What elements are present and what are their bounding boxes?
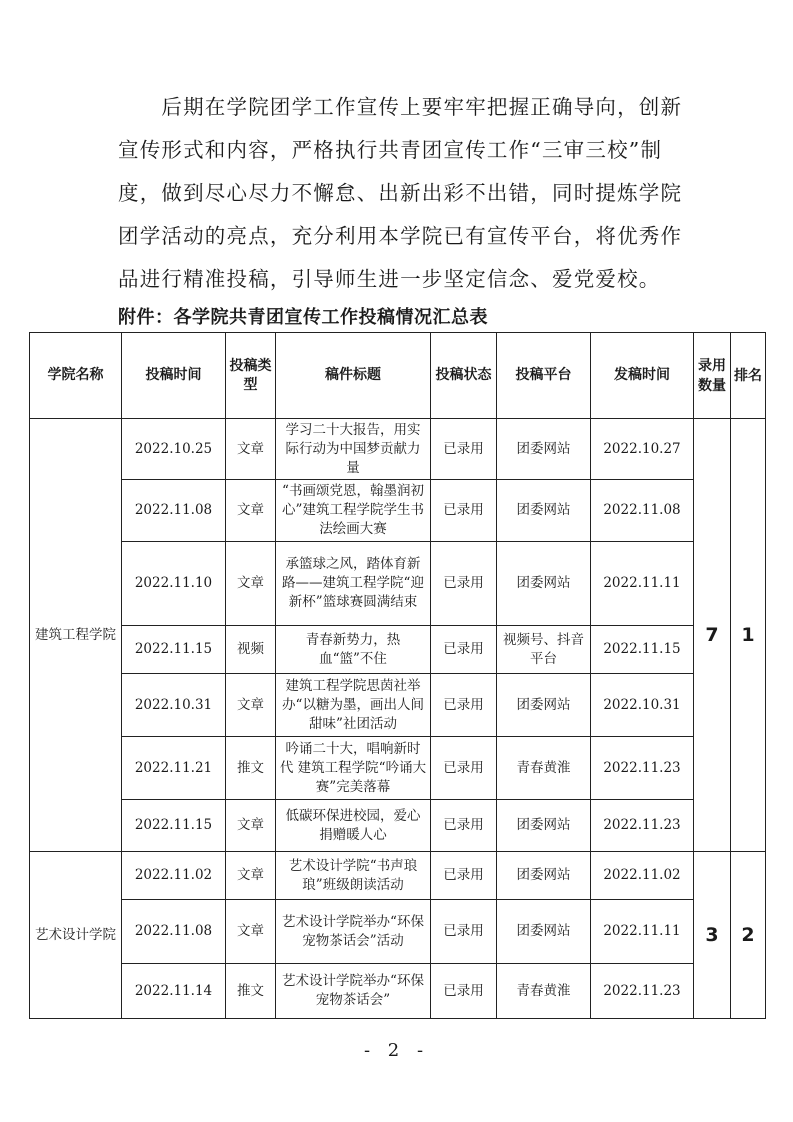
- table-row: [30, 964, 766, 1019]
- publish-time-cell: 2022.11.11: [591, 900, 694, 964]
- header-publish-time: 发稿时间: [591, 333, 694, 419]
- status-cell: 已录用: [431, 542, 497, 626]
- status-cell: 已录用: [431, 674, 497, 737]
- table-row: [30, 737, 766, 800]
- submit-time-cell: 2022.11.21: [122, 737, 226, 800]
- publish-time-cell: 2022.10.27: [591, 419, 694, 480]
- header-count: 录用数量: [694, 333, 731, 419]
- rank-cell: 1: [731, 419, 766, 852]
- publish-time-cell: 2022.11.23: [591, 964, 694, 1019]
- type-cell: 文章: [226, 542, 276, 626]
- submit-time-cell: 2022.11.08: [122, 480, 226, 542]
- table-row: [30, 542, 766, 626]
- platform-cell: 青春黄淮: [497, 737, 591, 800]
- submit-time-cell: 2022.11.08: [122, 900, 226, 964]
- publish-time-cell: 2022.10.31: [591, 674, 694, 737]
- platform-cell: 团委网站: [497, 674, 591, 737]
- paragraph-line: 品进行精准投稿，引导师生进一步坚定信念、爱党爱校。: [118, 267, 661, 291]
- paragraph-line: 宣传形式和内容，严格执行共青团宣传工作“三审三校”制: [118, 138, 663, 162]
- platform-cell: 团委网站: [497, 900, 591, 964]
- paragraph-line: 后期在学院团学工作宣传上要牢牢把握正确导向，创新: [118, 95, 683, 119]
- header-platform: 投稿平台: [497, 333, 591, 419]
- platform-cell: 团委网站: [497, 542, 591, 626]
- paragraph-line: 度，做到尽心尽力不懈怠、出新出彩不出错，同时提炼学院: [118, 181, 683, 205]
- header-row: [30, 333, 766, 419]
- submit-time-cell: 2022.10.25: [122, 419, 226, 480]
- table-row: [30, 852, 766, 900]
- submit-time-cell: 2022.10.31: [122, 674, 226, 737]
- title-cell: 青春新势力，热血“篮”不住: [276, 626, 431, 674]
- status-cell: 已录用: [431, 419, 497, 480]
- body-paragraph: [118, 86, 683, 301]
- status-cell: 已录用: [431, 737, 497, 800]
- submit-time-cell: 2022.11.10: [122, 542, 226, 626]
- platform-cell: 团委网站: [497, 480, 591, 542]
- table-caption: 附件：各学院共青团宣传工作投稿情况汇总表: [118, 307, 488, 328]
- table-row: [30, 900, 766, 964]
- title-cell: 吟诵二十大，唱响新时代 建筑工程学院“吟诵大赛”完美落幕: [276, 737, 431, 800]
- count-cell: 3: [694, 852, 731, 1019]
- header-submit-time: 投稿时间: [122, 333, 226, 419]
- title-cell: 建筑工程学院思茵社举办“以糖为墨，画出人间甜味”社团活动: [276, 674, 431, 737]
- title-cell: “书画颂党恩，翰墨润初心”建筑工程学院学生书法绘画大赛: [276, 480, 431, 542]
- table-row: [30, 480, 766, 542]
- platform-cell: 团委网站: [497, 800, 591, 852]
- header-status: 投稿状态: [431, 333, 497, 419]
- submit-time-cell: 2022.11.14: [122, 964, 226, 1019]
- publish-time-cell: 2022.11.02: [591, 852, 694, 900]
- publish-time-cell: 2022.11.23: [591, 800, 694, 852]
- table-row: [30, 674, 766, 737]
- table-row: [30, 800, 766, 852]
- college-cell: 建筑工程学院: [30, 419, 122, 852]
- type-cell: 文章: [226, 852, 276, 900]
- status-cell: 已录用: [431, 626, 497, 674]
- paragraph-line: 团学活动的亮点，充分利用本学院已有宣传平台，将优秀作: [118, 224, 683, 248]
- rank-cell: 2: [731, 852, 766, 1019]
- type-cell: 推文: [226, 737, 276, 800]
- platform-cell: 青春黄淮: [497, 964, 591, 1019]
- publish-time-cell: 2022.11.08: [591, 480, 694, 542]
- status-cell: 已录用: [431, 480, 497, 542]
- publish-time-cell: 2022.11.11: [591, 542, 694, 626]
- status-cell: 已录用: [431, 900, 497, 964]
- platform-cell: 团委网站: [497, 419, 591, 480]
- type-cell: 文章: [226, 674, 276, 737]
- type-cell: 视频: [226, 626, 276, 674]
- status-cell: 已录用: [431, 964, 497, 1019]
- type-cell: 文章: [226, 419, 276, 480]
- publish-time-cell: 2022.11.15: [591, 626, 694, 674]
- header-college: 学院名称: [30, 333, 122, 419]
- title-cell: 承篮球之风，踏体育新路——建筑工程学院“迎新杯”篮球赛圆满结束: [276, 542, 431, 626]
- title-cell: 学习二十大报告，用实际行动为中国梦贡献力量: [276, 419, 431, 480]
- title-cell: 艺术设计学院举办“环保宠物茶话会”活动: [276, 900, 431, 964]
- type-cell: 文章: [226, 480, 276, 542]
- count-cell: 7: [694, 419, 731, 852]
- submit-time-cell: 2022.11.15: [122, 626, 226, 674]
- header-rank: 排名: [731, 333, 766, 419]
- submit-time-cell: 2022.11.02: [122, 852, 226, 900]
- college-cell: 艺术设计学院: [30, 852, 122, 1019]
- status-cell: 已录用: [431, 852, 497, 900]
- status-cell: 已录用: [431, 800, 497, 852]
- header-title: 稿件标题: [276, 333, 431, 419]
- platform-cell: 视频号、抖音平台: [497, 626, 591, 674]
- type-cell: 文章: [226, 900, 276, 964]
- table-row: [30, 626, 766, 674]
- submit-time-cell: 2022.11.15: [122, 800, 226, 852]
- submission-summary-table: [29, 332, 766, 1019]
- title-cell: 低碳环保进校园，爱心捐赠暖人心: [276, 800, 431, 852]
- publish-time-cell: 2022.11.23: [591, 737, 694, 800]
- title-cell: 艺术设计学院举办“环保宠物茶话会”: [276, 964, 431, 1019]
- type-cell: 文章: [226, 800, 276, 852]
- platform-cell: 团委网站: [497, 852, 591, 900]
- title-cell: 艺术设计学院“书声琅琅”班级朗读活动: [276, 852, 431, 900]
- type-cell: 推文: [226, 964, 276, 1019]
- page-number: - 2 -: [363, 1040, 430, 1061]
- table-row: [30, 419, 766, 480]
- header-type: 投稿类型: [226, 333, 276, 419]
